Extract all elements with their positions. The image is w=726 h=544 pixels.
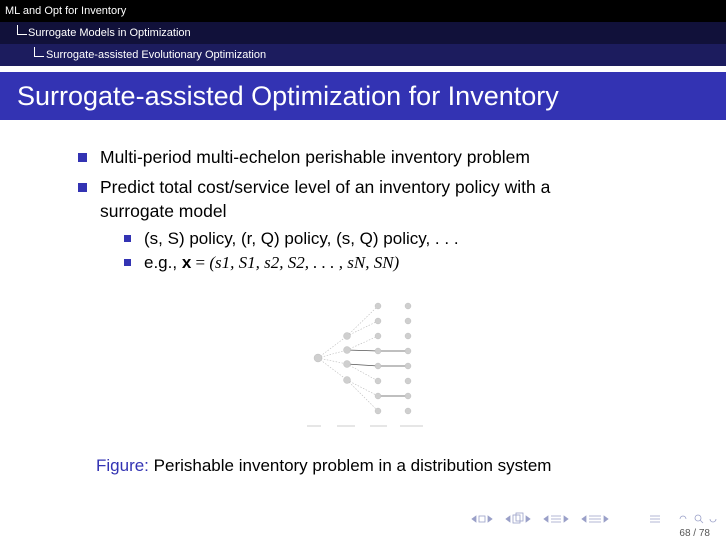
nav-subsection-icon[interactable] [513, 513, 523, 523]
breadcrumb-subsubsection-label: Surrogate-assisted Evolutionary Optimization [46, 49, 267, 61]
equals-sign: = [191, 253, 210, 272]
subbullet-item [144, 227, 459, 251]
slide-title: Surrogate-assisted Optimization for Inventory [17, 81, 559, 111]
nav-part-icon[interactable] [589, 516, 601, 522]
figure-caption-text: Perishable inventory problem in a distribution system [153, 456, 552, 475]
policy-vector: (s1, S1, s2, S2, . . . , sN, SN) [209, 253, 400, 272]
nav-next-part-icon[interactable] [604, 516, 608, 522]
figure-caption [96, 456, 551, 476]
bullet-item-continuation: surrogate model [100, 201, 227, 221]
nav-prev-subsection-icon[interactable] [506, 516, 510, 522]
subbullet-square-icon [124, 235, 131, 242]
subbullet-square-icon [124, 259, 131, 266]
tree-corner-icon [34, 47, 44, 57]
bullet-square-icon [78, 183, 87, 192]
distribution-network-figure [305, 296, 435, 430]
breadcrumb-subsection[interactable] [0, 22, 726, 44]
nav-next-section-icon[interactable] [564, 516, 568, 522]
nav-next-frame-icon[interactable] [488, 516, 492, 522]
slide-title-bar [0, 72, 726, 120]
nav-prev-section-icon[interactable] [544, 516, 548, 522]
nav-forward-icon[interactable] [710, 519, 716, 522]
bullet-item: Multi-period multi-echelon perishable inventory problem [100, 147, 530, 167]
beamer-navigation-bar [470, 512, 720, 526]
page-number: 68 / 78 [679, 528, 710, 539]
vector-x-symbol: x [181, 253, 192, 272]
breadcrumb-section-label: ML and Opt for Inventory [5, 5, 127, 17]
figure-label: Figure: [96, 456, 149, 475]
subbullet-item [144, 251, 399, 275]
tree-corner-icon [17, 25, 27, 35]
nav-frame-icon[interactable] [479, 516, 485, 522]
breadcrumb-section[interactable] [0, 0, 726, 22]
breadcrumb-subsubsection[interactable] [0, 44, 726, 66]
nav-toc-icon[interactable] [650, 516, 660, 522]
breadcrumb-subsection-label: Surrogate Models in Optimization [28, 27, 191, 39]
nav-prev-frame-icon[interactable] [472, 516, 476, 522]
nav-search-icon[interactable] [695, 515, 703, 523]
bullet-item: Predict total cost/service level of an inventory policy with a [100, 177, 551, 197]
policy-list-text: (s, S) policy, (r, Q) policy, (s, Q) policy, . . . [144, 229, 459, 248]
nav-back-icon[interactable] [680, 516, 686, 519]
nav-next-subsection-icon[interactable] [526, 516, 530, 522]
nav-prev-part-icon[interactable] [582, 516, 586, 522]
bullet-square-icon [78, 153, 87, 162]
eg-prefix: e.g., [144, 253, 182, 272]
nav-section-icon[interactable] [551, 516, 561, 522]
